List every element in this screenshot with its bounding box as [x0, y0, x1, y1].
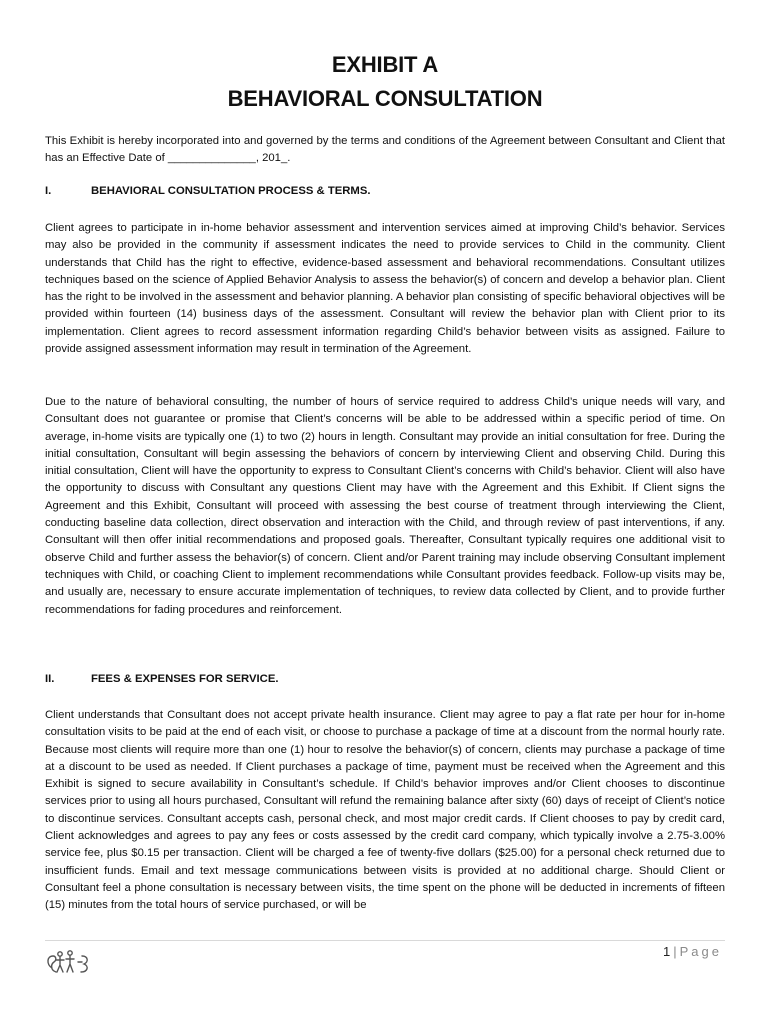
section-2-heading: [45, 673, 279, 685]
section-1-title: BEHAVIORAL CONSULTATION PROCESS & TERMS.: [91, 185, 371, 197]
page-number-separator: |: [673, 944, 677, 959]
page-number-value: 1: [663, 944, 671, 959]
section-2-number: II.: [45, 673, 55, 685]
page-word: Page: [679, 944, 722, 959]
footer-divider: [45, 940, 725, 941]
page-number: [663, 944, 722, 959]
section-1-paragraph-1: Client agrees to participate in in-home behavior assessment and intervention services aimed at improving Child’s behavior. Services may also be provided in the community if assessment indicates the need to provide services to Child in the community. Client understands that Child has the right to effective, evidence-based assessment and behavioral recommendations. Consultant utilizes techniques based on the science of Applied Behavior Analysis to assess the behavior(s) of concern and develop a behavior plan. Client has the right to be involved in the assessment and behavior planning. A behavior plan consisting of specific behavioral objectives will be provided within fourteen (14) business days of the assessment. Consultant will review the behavior plan with Client prior to its implementation. Client agrees to record assessment information regarding Child’s behavior between visits as assigned. Failure to provide assigned assessment information may result in termination of the Agreement.: [45, 222, 725, 356]
exhibit-subtitle: BEHAVIORAL CONSULTATION: [227, 86, 543, 111]
exhibit-title: EXHIBIT A: [331, 52, 439, 77]
section-1-number: I.: [45, 185, 52, 197]
family-logo-icon: [44, 948, 92, 976]
intro-paragraph: This Exhibit is hereby incorporated into and governed by the terms and conditions of the Agreement between Consultant and Client that has an Effective Date of ______________, 201_.: [45, 135, 725, 165]
section-1-paragraph-2: Due to the nature of behavioral consulting, the number of hours of service required to address Child’s unique needs will vary, and Consultant does not guarantee or promise that Client’s concerns will be able to be addressed within a specific period of time. On average, in-home visits are typically one (1) to two (2) hours in length. Consultant may provide an initial consultation for free. During the initial consultation, Consultant will begin assessing the behaviors of concern by interviewing Client and observing Child. During this initial consultation, Client will have the opportunity to express to Consultant Client’s concerns with Child’s behavior. Client will also have the opportunity to discuss with Consultant any questions Client may have with the Agreement and this Exhibit. If Client signs the Agreement and this Exhibit, Consultant will proceed with assessing the best course of treatment through interviewing the Client, conducting baseline data collection, direct observation and interaction with the Child, and through review of past interventions, if any. Consultant will then offer initial recommendations and proposed goals. Thereafter, Consultant typically requires one additional visit to observe Child and further assess the behavior(s) of concern. Client and/or Parent training may include observing Consultant implement techniques with Child, or coaching Client to implement recommendations while Consultant provides feedback. Follow-up visits may be, and usually are, necessary to ensure accurate implementation of techniques, to review data collected by Client, and to provide further recommendations for fading procedures and reinforcement.: [45, 396, 725, 616]
section-2-title: FEES & EXPENSES FOR SERVICE.: [91, 673, 279, 685]
section-1-heading: [45, 185, 371, 197]
section-2-paragraph-1: Client understands that Consultant does not accept private health insurance. Client may agree to pay a flat rate per hour for in-home consultation visits to be paid at the end of each visit, or choose to purchase a package of time at a discount from the normal hourly rate. Because most clients will require more than one (1) hour to resolve the behavior(s) of concern, clients may purchase a package of time at a discount to be used as needed. If Client purchases a package of time, payment must be received when the Agreement and this Exhibit is signed to secure availability in Consultant’s schedule. If Child’s behavior improves and/or Client chooses to discontinue services prior to using all hours purchased, Consultant will refund the remaining balance after sixty (60) days of receipt of Client’s notice to discontinue services. Consultant accepts cash, personal check, and most major credit cards. If Client chooses to pay by credit card, Client acknowledges and agrees to pay any fees or costs assessed by the credit card company, which typically involve a 2.75-3.00% service fee, plus $0.15 per transaction. Client will be charged a fee of twenty-five dollars ($25.00) for a personal check returned due to insufficient funds. Email and text message communications between visits is provided at no additional charge. Should Client or Consultant feel a phone consultation is necessary between visits, the time spent on the phone will be deducted in increments of fifteen (15) minutes from the total hours of service purchased, or will be: [45, 709, 725, 912]
